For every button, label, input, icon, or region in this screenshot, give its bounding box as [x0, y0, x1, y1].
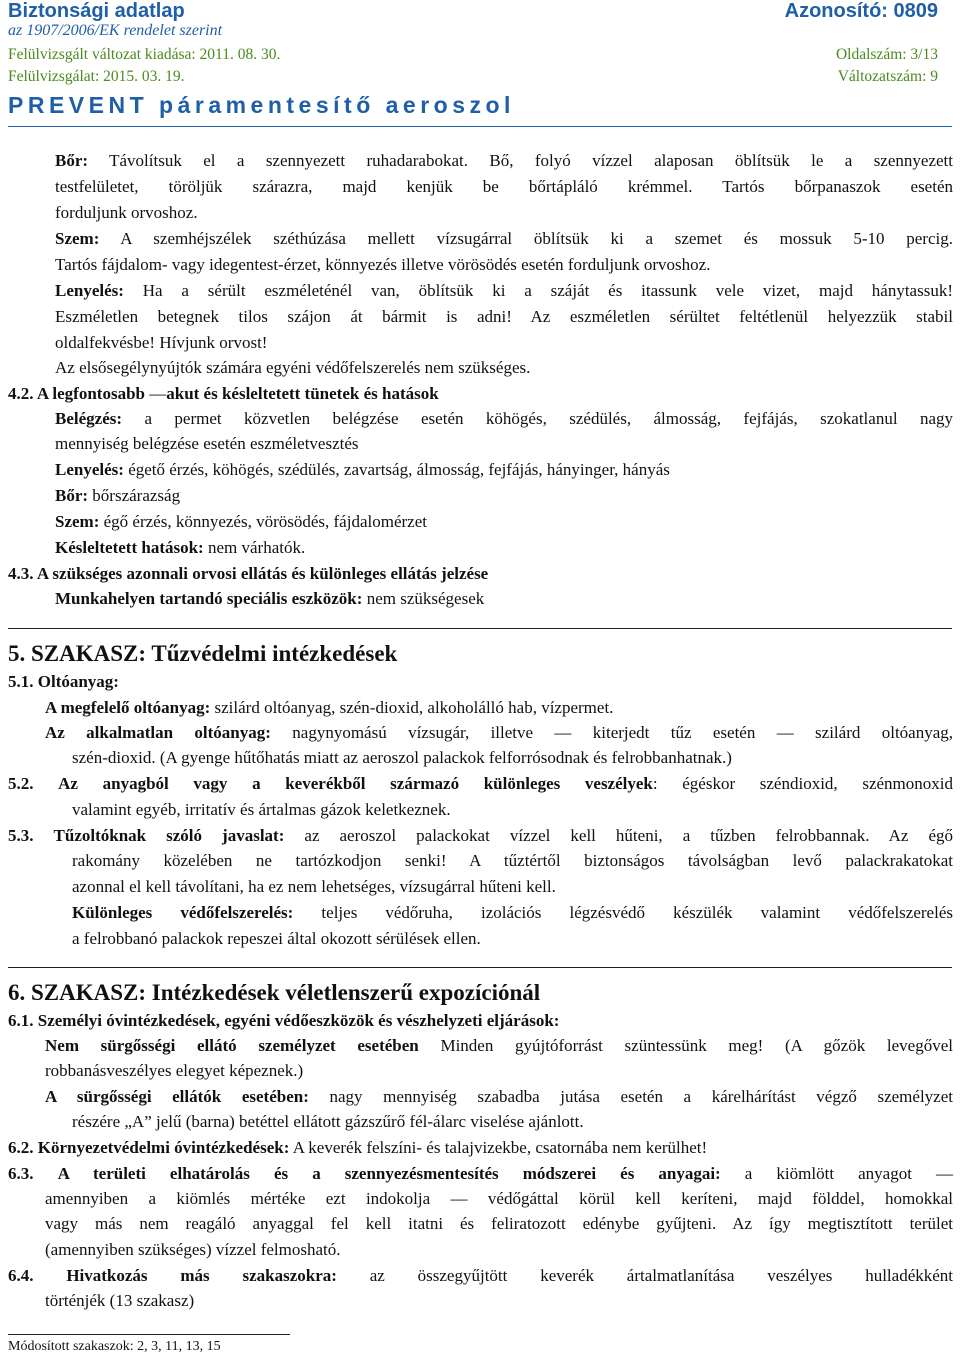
revision-date-row — [8, 68, 938, 86]
special-hazards-2: valamint egyéb, irritatív és ártalmas gázok keletkeznek. — [72, 800, 451, 819]
special-ppe-1: Különleges védőfelszerelés: teljes védőruha, izolációs légzésvédő készülék valamint védőfelszerelés — [72, 903, 953, 922]
doc-id: Azonosító: 0809 — [784, 0, 938, 22]
heading-6-1: 6.1. Személyi óvintézkedések, egyéni védőeszközök és vészhelyzeti eljárások: — [8, 1011, 560, 1030]
heading-6-3: 6.3. A területi elhatárolás és a szennyezésmentesítés módszerei és anyagai: a kiömlött anyagot — — [8, 1164, 954, 1183]
suitable-extinguisher: A megfelelő oltóanyag: szilárd oltóanyag, szén-dioxid, alkoholálló hab, vízpermet. — [45, 698, 614, 717]
modified-sections: Módosított szakaszok: 2, 3, 11, 13, 15 — [8, 1339, 221, 1354]
delayed-effects: Késleltetett hatások: nem várhatók. — [55, 538, 306, 557]
ingestion-line-3: oldalfekvésbe! Hívjunk orvost! — [55, 333, 268, 352]
inhalation-line-1: Belégzés: a permet közvetlen belégzése esetén köhögés, szédülés, álmosság, fejfájás, szokatlanul nagy — [55, 409, 953, 428]
workplace-equipment: Munkahelyen tartandó speciális eszközök: nem szükségesek — [55, 589, 485, 608]
reference-2: történjék (13 szakasz) — [45, 1291, 195, 1310]
containment-3: vagy más nem reagáló anyaggal fel kell itatni és feliratozott edénybe gyűjteni. Az így megtisztított terület — [45, 1214, 953, 1233]
revision-issue-row — [8, 46, 938, 64]
doc-title-text: Biztonsági adatlap — [8, 0, 185, 22]
section-divider-5 — [8, 628, 952, 629]
version-number: Változatszám: 9 — [837, 68, 938, 85]
product-name: PREVENT páramentesítő aeroszol — [8, 92, 515, 118]
ingestion-line-1: Lenyelés: Ha a sérült eszméleténél van, öblítsük ki a száját és itassunk vele vizet, majd hánytassuk! — [55, 281, 953, 300]
eye-symptoms: Szem: égő érzés, könnyezés, vörösödés, fájdalomérzet — [55, 512, 427, 531]
special-ppe-2: a felrobbanó palackok repeszei által okozott sérülések ellen. — [72, 929, 481, 948]
revision-date: Felülvizsgálat: 2015. 03. 19. — [8, 68, 185, 85]
skin-symptoms: Bőr: bőrszárazság — [55, 486, 181, 505]
eye-line-1: Szem: A szemhéjszélek széthúzása mellett vízsugárral öblítsük ki a szemet és mossuk 5-10 percig. — [55, 229, 953, 248]
doc-title — [8, 0, 938, 23]
heading-5-2: 5.2. Az anyagból vagy a keverékből származó különleges veszélyek: égéskor széndioxid, szénmonoxid — [8, 774, 953, 793]
section-6-title: 6. SZAKASZ: Intézkedések véletlenszerű expozíciónál — [8, 980, 541, 1005]
ingestion-symptoms: Lenyelés: égető érzés, köhögés, szédülés, zavartság, álmosság, fejfájás, hányinger, hányás — [55, 460, 670, 479]
header-rule — [8, 126, 952, 127]
inhalation-line-2: mennyiség belégzése esetén eszméletvesztés — [55, 434, 359, 453]
heading-6-2: 6.2. Környezetvédelmi óvintézkedések: A keverék felszíni- és talajvizekbe, csatornába nem kerülhet! — [8, 1138, 708, 1157]
heading-4-3: 4.3. A szükséges azonnali orvosi ellátás és különleges ellátás jelzése — [8, 564, 489, 583]
section-divider-6 — [8, 967, 952, 968]
unsuitable-extinguisher-2: szén-dioxid. (A gyenge hűtőhatás miatt az aeroszol palackok felforrósodnak és felrobbanhatnak.) — [72, 748, 732, 767]
non-emergency-1: Nem sürgősségi ellátó személyzet esetében Minden gyújtóforrást szüntessünk meg! (A gőzök levegővel — [45, 1036, 953, 1055]
heading-5-3: 5.3. Tűzoltóknak szóló javaslat: az aeroszol palackokat vízzel kell hűteni, a tűzben felrobbannak. Az égő — [8, 826, 953, 845]
emergency-2: részére „A” jelű (barna) betéttel ellátott gázszűrő fél-álarc viselése ajánlott. — [72, 1112, 584, 1131]
containment-2: amennyiben a kiömlés mértéke ezt indokolja — védőgáttal körül kell keríteni, majd földdel, homokkal — [45, 1189, 953, 1208]
unsuitable-extinguisher-1: Az alkalmatlan oltóanyag: nagynyomású vízsugár, illetve — kiterjedt tűz esetén — szilárd oltóanyag, — [45, 723, 954, 742]
first-aid-note: Az elsősegélynyújtók számára egyéni védőfelszerelés nem szükséges. — [55, 358, 531, 377]
footer-rule — [8, 1334, 290, 1335]
non-emergency-2: robbanásveszélyes elegyet képeznek.) — [45, 1061, 304, 1080]
page-number: Oldalszám: 3/13 — [835, 46, 938, 63]
heading-6-4: 6.4. Hivatkozás más szakaszokra: az összegyűjtött keverék ártalmatlanítása veszélyes hulladékként — [8, 1266, 954, 1285]
firefighter-advice-2: rakomány közelében ne tartózkodjon senki! A tűztértől biztonságos távolságban levő palackrakatokat — [72, 851, 953, 870]
eye-line-2: Tartós fájdalom- vagy idegentest-érzet, könnyezés illetve vörösödés esetén forduljunk orvoshoz. — [55, 255, 711, 274]
emergency-1: A sürgősségi ellátók esetében: nagy mennyiség szabadba jutása esetén a kárelhárítást végző személyzet — [45, 1087, 953, 1106]
heading-4-2: 4.2. A legfontosabb —akut és késleltetett tünetek és hatások — [8, 384, 439, 403]
heading-5-1: 5.1. Oltóanyag: — [8, 672, 119, 691]
ingestion-line-2: Eszméletlen betegnek tilos szájon át bármit is adni! Az eszméletlen sérültet feltétlenül helyezzük stabil — [55, 307, 953, 326]
section-5-title: 5. SZAKASZ: Tűzvédelmi intézkedések — [8, 641, 398, 666]
skin-line-1: Bőr: Távolítsuk el a szennyezett ruhadarabokat. Bő, folyó vízzel alaposan öblítsük le a szennyezett — [55, 151, 953, 170]
containment-4: (amennyiben szükséges) vízzel felmosható. — [45, 1240, 341, 1259]
skin-line-2: testfelületet, töröljük szárazra, majd kenjük be bőrtápláló krémmel. Tartós bőrpanaszok esetén — [55, 177, 953, 196]
regulation: az 1907/2006/EK rendelet szerint — [8, 22, 223, 39]
skin-line-3: forduljunk orvoshoz. — [55, 203, 198, 222]
firefighter-advice-3: azonnal el kell távolítani, ha ez nem lehetséges, vízsugárral hűteni kell. — [72, 877, 556, 896]
revision-issue: Felülvizsgált változat kiadása: 2011. 08. 30. — [8, 46, 281, 63]
